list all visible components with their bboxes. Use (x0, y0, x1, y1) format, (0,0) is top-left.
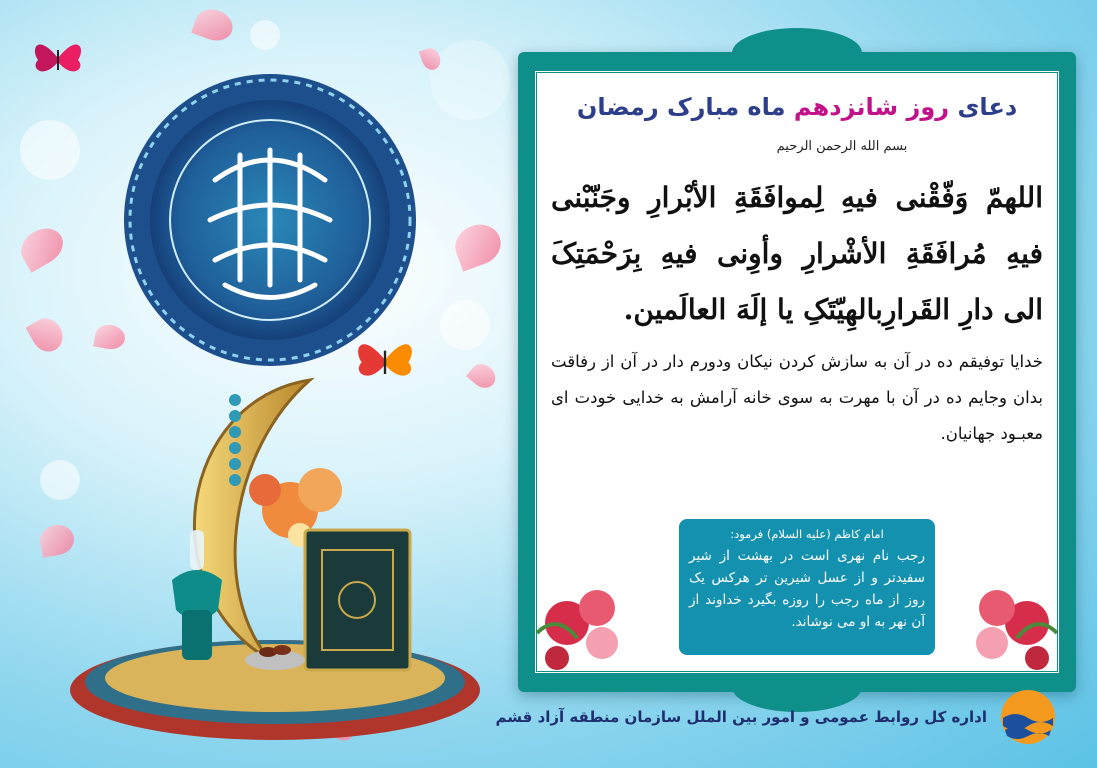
organization-name: اداره کل روابط عمومی و امور بین الملل سازمان منطقه آزاد قشم (495, 708, 987, 726)
hadith-box (679, 519, 935, 655)
ramadan-calligraphy-medallion (120, 70, 420, 370)
prayer-content (551, 85, 1043, 452)
title-part-2: ماه مبارک رمضان (576, 93, 786, 121)
hadith-title: امام کاظم (علیه السلام) فرمود: (730, 527, 884, 541)
footer (496, 688, 1058, 746)
hadith-text: رجب نام نهری است در بهشت از شیر سفیدتر و از عسل شیرین تر هرکس یک روز از ماه رجب را روزه بگیرد خداوند از آن نهر به او می نوشاند. (689, 548, 925, 630)
quran-icon (305, 530, 410, 670)
basmala-text: بسم الله الرحمن الرحیم (776, 139, 908, 154)
butterfly-icon (28, 28, 88, 88)
rose-bouquet-right-icon (947, 563, 1067, 683)
prayer-panel (534, 70, 1060, 674)
page-title (551, 93, 1043, 121)
prayer-frame (518, 52, 1076, 692)
rose-bouquet-left-icon (527, 563, 647, 683)
qeshm-free-zone-logo-icon (999, 688, 1057, 746)
title-part-1: دعای (957, 93, 1018, 121)
persian-translation-text: خدایا توفیقم ده در آن به سازش کردن نیکان ودورم دار در آن از رفاقت بدان وجایم ده در آن با مهرت به سوی خانه آرامش به خدایی خودت ای معبـود جهانیان. (551, 352, 1043, 443)
arabic-prayer-text: اللهمّ وَفّقْنی فیهِ لِموافَقَةِ الأبْرارِ وجَنّبْنی فیهِ مُرافَقَةِ الأشْرارِ وأوِنی فیهِ بِرَحْمَتِکَ الی دارِ القَرارِبالهِیّتَکِ یا إلَهَ العالَمین. (551, 181, 1043, 326)
crescent-quran-scene (60, 360, 490, 760)
title-highlight: روز شانزدهم (793, 93, 950, 121)
